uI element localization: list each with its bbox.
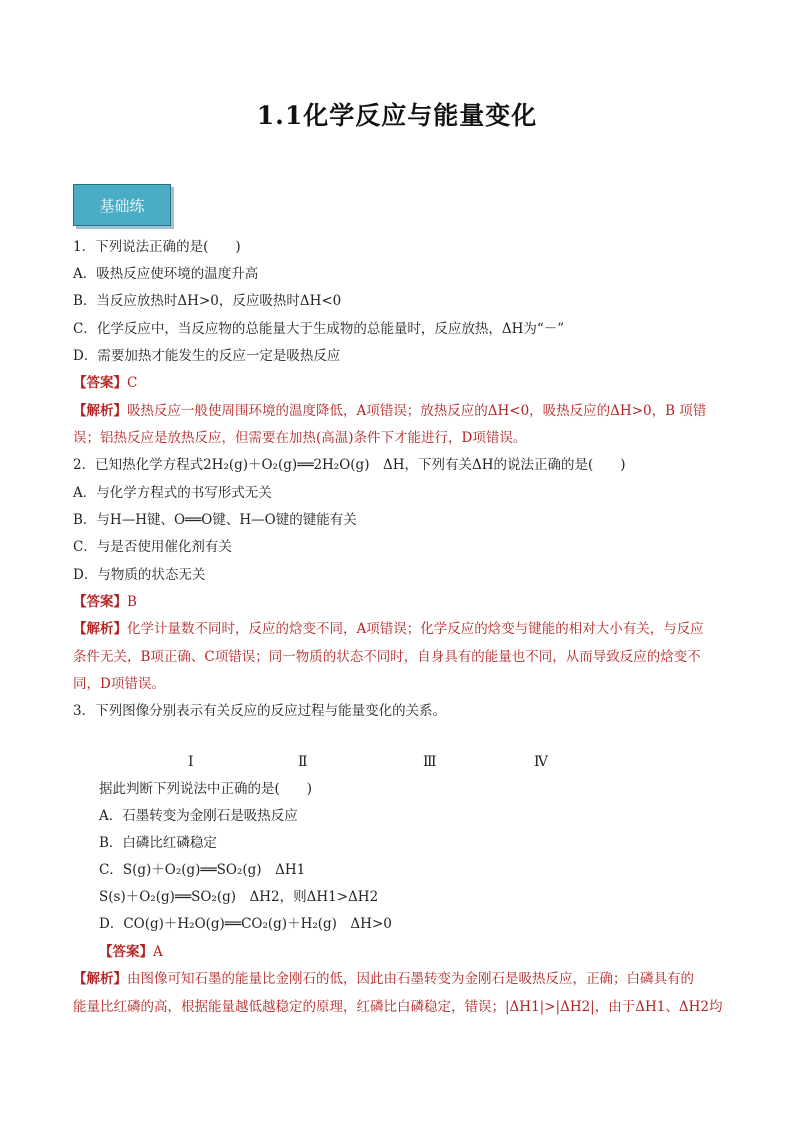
- q1-stem: 1．下列说法正确的是( ): [73, 239, 241, 255]
- q3-analysis-line-1: [73, 970, 694, 988]
- answer-value: C: [127, 375, 138, 391]
- analysis-tag: 【解析】: [73, 971, 127, 987]
- q2-stem: 2．已知热化学方程式2H₂(g)＋O₂(g)══2H₂O(g) ΔH，下列有关ΔH的说法正确的是( ): [73, 457, 626, 473]
- q3-answer: [99, 943, 163, 961]
- answer-tag: 【答案】: [73, 375, 127, 391]
- q3-option-d: D．CO(g)＋H₂O(g)══CO₂(g)＋H₂(g) ΔH>0: [99, 916, 392, 932]
- q2-option-a: A．与化学方程式的书写形式无关: [73, 485, 272, 501]
- analysis-tag: 【解析】: [73, 403, 127, 419]
- page-title: 1.1化学反应与能量变化: [256, 101, 538, 130]
- q3-option-c-line-1: C．S(g)＋O₂(g)══SO₂(g) ΔH1: [99, 862, 306, 878]
- q2-option-b: B．与H—H键、O══O键、H—O键的键能有关: [73, 512, 357, 528]
- q3-sub-stem: 据此判断下列说法中正确的是( ): [99, 781, 313, 797]
- q2-option-c: C．与是否使用催化剂有关: [73, 539, 232, 555]
- analysis-tag: 【解析】: [73, 621, 127, 637]
- answer-value: B: [127, 594, 137, 610]
- answer-tag: 【答案】: [73, 594, 127, 610]
- q3-option-a: A．石墨转变为金刚石是吸热反应: [99, 808, 298, 824]
- q1-option-a: A．吸热反应使环境的温度升高: [73, 266, 259, 282]
- q1-option-d: D．需要加热才能发生的反应一定是吸热反应: [73, 348, 341, 364]
- answer-tag: 【答案】: [99, 944, 153, 960]
- figure-label-4: Ⅳ: [534, 754, 548, 770]
- analysis-text: 吸热反应一般使周围环境的温度降低，A项错误；放热反应的ΔH<0，吸热反应的ΔH>0，B 项错: [127, 403, 707, 419]
- q2-option-d: D．与物质的状态无关: [73, 567, 206, 583]
- q1-option-c: C．化学反应中，当反应物的总能量大于生成物的总能量时，反应放热，ΔH为“－”: [73, 321, 565, 337]
- figure-label-1: Ⅰ: [188, 754, 194, 770]
- q3-option-b: B．白磷比红磷稳定: [99, 835, 217, 851]
- q2-answer: [73, 593, 137, 611]
- q1-answer: [73, 374, 137, 392]
- q3-stem: 3．下列图像分别表示有关反应的反应过程与能量变化的关系。: [73, 703, 447, 719]
- analysis-text: 由图像可知石墨的能量比金刚石的低，因此由石墨转变为金刚石是吸热反应，正确；白磷具有的: [127, 971, 694, 987]
- answer-value: A: [153, 944, 163, 960]
- q2-analysis-line-3: 同，D项错误。: [73, 676, 165, 692]
- figure-label-3: Ⅲ: [423, 754, 437, 770]
- section-badge: 基础练: [73, 184, 171, 226]
- q2-analysis-line-2: 条件无关，B项正确、C项错误；同一物质的状态不同时，自身具有的能量也不同，从而导致反应的焓变不: [73, 649, 701, 665]
- q3-option-c-line-2: S(s)＋O₂(g)══SO₂(g) ΔH2，则ΔH1>ΔH2: [99, 889, 379, 905]
- figure-label-2: Ⅱ: [298, 754, 308, 770]
- q1-analysis-line-2: 误；铝热反应是放热反应，但需要在加热(高温)条件下才能进行，D项错误。: [73, 430, 527, 446]
- analysis-text: 化学计量数不同时，反应的焓变不同，A项错误；化学反应的焓变与键能的相对大小有关，与反应: [127, 621, 704, 637]
- q1-analysis-line-1: [73, 402, 706, 420]
- q3-analysis-line-2: 能量比红磷的高，根据能量越低越稳定的原理，红磷比白磷稳定，错误；|ΔH1|>|ΔH2|，由于ΔH1、ΔH2均: [73, 999, 723, 1015]
- q2-analysis-line-1: [73, 620, 704, 638]
- q1-option-b: B．当反应放热时ΔH>0，反应吸热时ΔH<0: [73, 293, 342, 309]
